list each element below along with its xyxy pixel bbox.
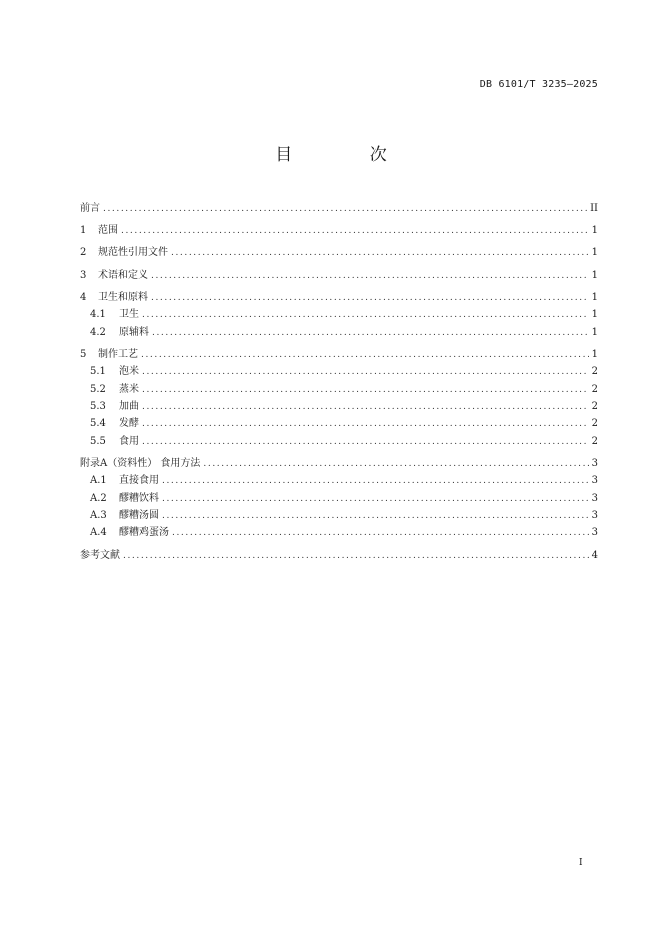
toc-entry-number: A.4 [90,527,107,539]
toc-entry-label: 附录A（资料性） 食用方法 [80,457,201,469]
toc-entry-number: A.3 [90,510,107,522]
toc-title: 目 次 [275,145,423,165]
page-number: I [579,858,583,868]
toc-entry-page: 2 [591,383,598,395]
toc-entry-label: 规范性引用文件 [98,247,168,259]
toc-entry-page: 2 [591,400,598,412]
toc-entry-number: 4.2 [90,326,106,338]
table-of-contents [80,200,598,564]
toc-entry-number: 5.2 [90,383,106,395]
toc-entry-label: 醪糟鸡蛋汤 [119,527,169,539]
toc-entry-page: 1 [591,269,598,281]
toc-entry-number: 5.4 [90,418,106,430]
toc-entry[interactable] [80,222,598,239]
toc-entry-page: 1 [591,291,598,303]
toc-entry-number: 4.1 [90,309,106,321]
toc-entry-label: 制作工艺 [98,348,138,360]
toc-entry-number: 5 [80,348,87,360]
toc-entry-number: 2 [80,247,87,259]
toc-entry[interactable] [80,507,598,524]
toc-dot-leader [162,508,589,525]
toc-entry[interactable] [80,381,598,398]
toc-entry-label: 发酵 [119,418,139,430]
toc-entry[interactable] [80,324,598,341]
toc-entry[interactable] [80,433,598,450]
toc-entry-number: 4 [80,291,87,303]
toc-entry-page: 3 [591,457,598,469]
toc-dot-leader [151,268,589,285]
toc-entry-page: 1 [591,326,598,338]
toc-entry-page: 1 [591,247,598,259]
toc-entry[interactable] [80,455,598,472]
toc-entry-label: 蒸米 [119,383,139,395]
toc-dot-leader [142,307,589,324]
toc-entry-label: 醪糟汤圆 [119,510,159,522]
toc-entry-page: 1 [591,309,598,321]
toc-entry-number: 3 [80,269,87,281]
toc-entry-number: A.2 [90,492,107,504]
toc-entry-number: 5.3 [90,400,106,412]
toc-entry-page: 1 [591,348,598,360]
toc-dot-leader [162,491,589,508]
toc-dot-leader [203,456,588,473]
toc-entry[interactable] [80,490,598,507]
toc-entry[interactable] [80,306,598,323]
toc-entry-label: 前言 [80,203,100,214]
toc-entry[interactable] [80,524,598,541]
toc-dot-leader [142,416,589,433]
toc-entry[interactable] [80,547,598,564]
toc-dot-leader [142,364,589,381]
toc-entry[interactable] [80,244,598,261]
toc-entry[interactable] [80,363,598,380]
toc-entry-label: 直接食用 [119,475,159,487]
toc-entry-page: 2 [591,418,598,430]
toc-entry-label: 参考文献 [80,549,120,561]
toc-entry-label: 卫生和原料 [98,291,148,303]
toc-dot-leader [141,347,589,364]
toc-entry-page: II [590,203,598,214]
toc-entry-number: A.1 [90,475,107,487]
toc-dot-leader [123,548,589,565]
toc-entry[interactable] [80,267,598,284]
toc-entry[interactable] [80,398,598,415]
toc-entry[interactable] [80,415,598,432]
document-code: DB 6101/T 3235—2025 [479,79,598,90]
toc-dot-leader [162,473,589,490]
toc-dot-leader [142,434,589,451]
toc-entry-label: 加曲 [119,400,139,412]
toc-entry-page: 3 [591,527,598,539]
toc-entry-page: 2 [591,366,598,378]
toc-entry-number: 1 [80,225,87,237]
toc-entry-number: 5.5 [90,435,106,447]
toc-entry-page: 4 [591,549,598,561]
toc-dot-leader [103,201,587,218]
toc-dot-leader [172,525,589,542]
toc-dot-leader [171,245,589,262]
toc-entry-number: 5.1 [90,366,106,378]
toc-entry-label: 原辅料 [119,326,149,338]
toc-dot-leader [142,382,589,399]
toc-entry-label: 醪糟饮料 [119,492,159,504]
toc-entry-label: 泡米 [119,366,139,378]
toc-entry-page: 3 [591,475,598,487]
toc-entry-page: 3 [591,492,598,504]
toc-entry-label: 卫生 [119,309,139,321]
toc-entry-label: 术语和定义 [98,269,148,281]
toc-entry[interactable] [80,200,598,217]
toc-dot-leader [142,399,589,416]
toc-entry-label: 食用 [119,435,139,447]
toc-entry[interactable] [80,289,598,306]
toc-dot-leader [121,223,589,240]
toc-entry-page: 3 [591,510,598,522]
toc-dot-leader [151,290,589,307]
toc-entry[interactable] [80,472,598,489]
toc-dot-leader [152,325,589,342]
toc-entry-page: 1 [591,225,598,237]
toc-entry-label: 范围 [98,225,118,237]
toc-entry-page: 2 [591,435,598,447]
toc-entry[interactable] [80,346,598,363]
